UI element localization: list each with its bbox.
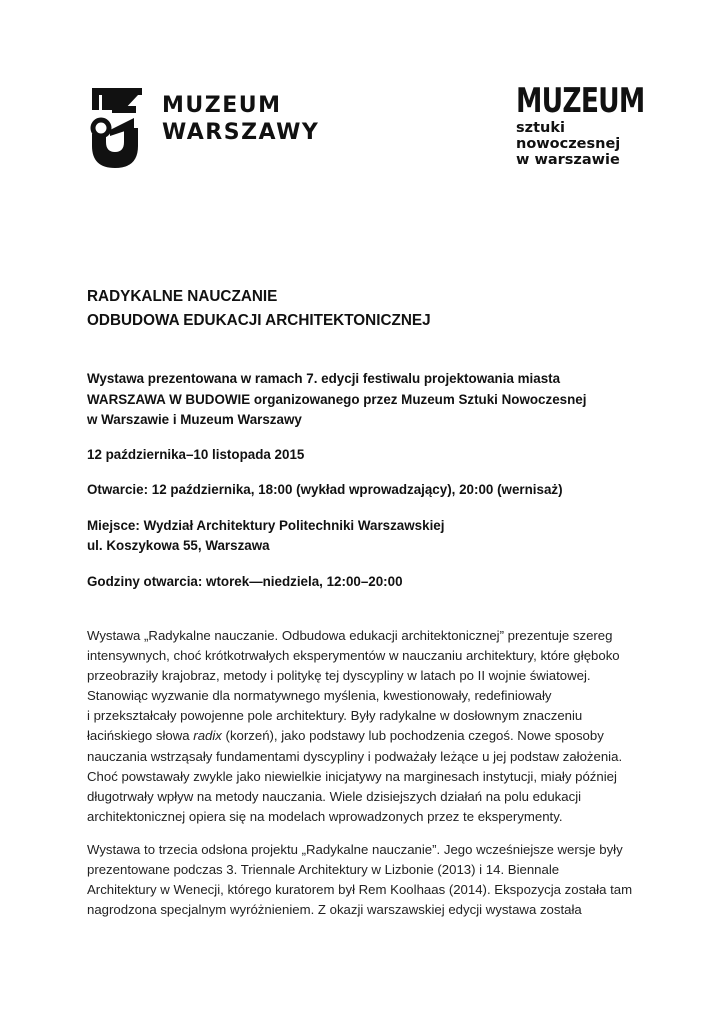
msn-logo	[516, 81, 645, 168]
museum-warszawy-emblem-icon	[88, 86, 152, 172]
msn-logo-line: nowoczesnej	[516, 136, 621, 152]
body-text-run: (korzeń), jako podstawy lub pochodzenia czegoś. Nowe sposoby	[221, 728, 604, 744]
body-line: Stanowiąc wyzwanie dla normatywnego myślenia, kwestionowały, redefiniowały	[87, 688, 552, 704]
exhibition-dates: 12 października–10 listopada 2015	[87, 446, 305, 462]
exhibition-info	[87, 369, 647, 592]
paragraph-2	[87, 840, 647, 920]
title-line1: RADYKALNE NAUCZANIE	[87, 288, 278, 305]
title-line2: ODBUDOWA EDUKACJI ARCHITEKTONICZNEJ	[87, 312, 431, 329]
document-title	[87, 285, 431, 333]
msn-logo-line: sztuki	[516, 120, 565, 136]
body-line: przeobraziły krajobraz, metody i politykę tej dyscypliny w latach po II wojnie światowej.	[87, 668, 591, 684]
body-line: Wystawa „Radykalne nauczanie. Odbudowa edukacji architektonicznej” prezentuje szereg	[87, 628, 613, 643]
body-line: intensywnych, choć krótkotrwałych eksperymentów w nauczaniu architektury, które głęboko	[87, 648, 620, 664]
body-line: nauczania wstrząsały fundamentami dyscypliny i podważały leżące u jej podstaw założenia.	[87, 748, 623, 764]
place-line: Miejsce: Wydział Architektury Politechniki Warszawskiej	[87, 517, 445, 533]
museum-warszawy-line2: WARSZAWY	[162, 120, 320, 145]
intro-line: w Warszawie i Muzeum Warszawy	[87, 412, 302, 427]
body-text	[87, 626, 647, 920]
body-line: prezentowane podczas 3. Triennale Architektury w Lizbonie (2013) i 14. Biennale	[87, 862, 560, 878]
body-line: Architektury w Wenecji, którego kuratorem był Rem Koolhaas (2014). Ekspozycja została tam	[87, 882, 633, 898]
paragraph-1	[87, 626, 647, 827]
intro-line: Wystawa prezentowana w ramach 7. edycji festiwalu projektowania miasta	[87, 371, 561, 386]
msn-logo-line: w warszawie	[516, 152, 620, 168]
body-text-run: łacińskiego słowa	[87, 728, 194, 744]
intro-line: WARSZAWA W BUDOWIE organizowanego przez Muzeum Sztuki Nowoczesnej	[87, 391, 587, 407]
opening-info: Otwarcie: 12 października, 18:00 (wykład wprowadzający), 20:00 (wernisaż)	[87, 482, 563, 497]
body-line: długotrwały wpływ na metody nauczania. Wiele dzisiejszych działań na polu edukacji	[87, 788, 582, 804]
place-line: ul. Koszykowa 55, Warszawa	[87, 538, 270, 553]
msn-logo-title: MUZEUM	[516, 81, 645, 121]
body-line: Wystawa to trzecia odsłona projektu „Radykalne nauczanie”. Jego wcześniejsze wersje były	[87, 841, 623, 857]
body-line: Choć powstawały zwykle jako niewielkie inicjatywy na marginesach instytucji, miały później	[87, 768, 617, 784]
body-line	[87, 726, 647, 746]
museum-warszawy-logo	[88, 86, 328, 172]
body-line: i przekształcały powojenne pole architektury. Były radykalne w dosłownym znaczeniu	[87, 708, 583, 724]
body-line: architektonicznej opiera się na modelach wprowadzonych przez te eksperymenty.	[87, 808, 563, 824]
radix-term: radix	[193, 728, 222, 744]
opening-hours: Godziny otwarcia: wtorek—niedziela, 12:00–20:00	[87, 573, 403, 589]
body-line: nagrodzona specjalnym wyróżnieniem. Z okazji warszawskiej edycji wystawa została	[87, 902, 582, 918]
museum-warszawy-line1: MUZEUM	[162, 93, 282, 118]
